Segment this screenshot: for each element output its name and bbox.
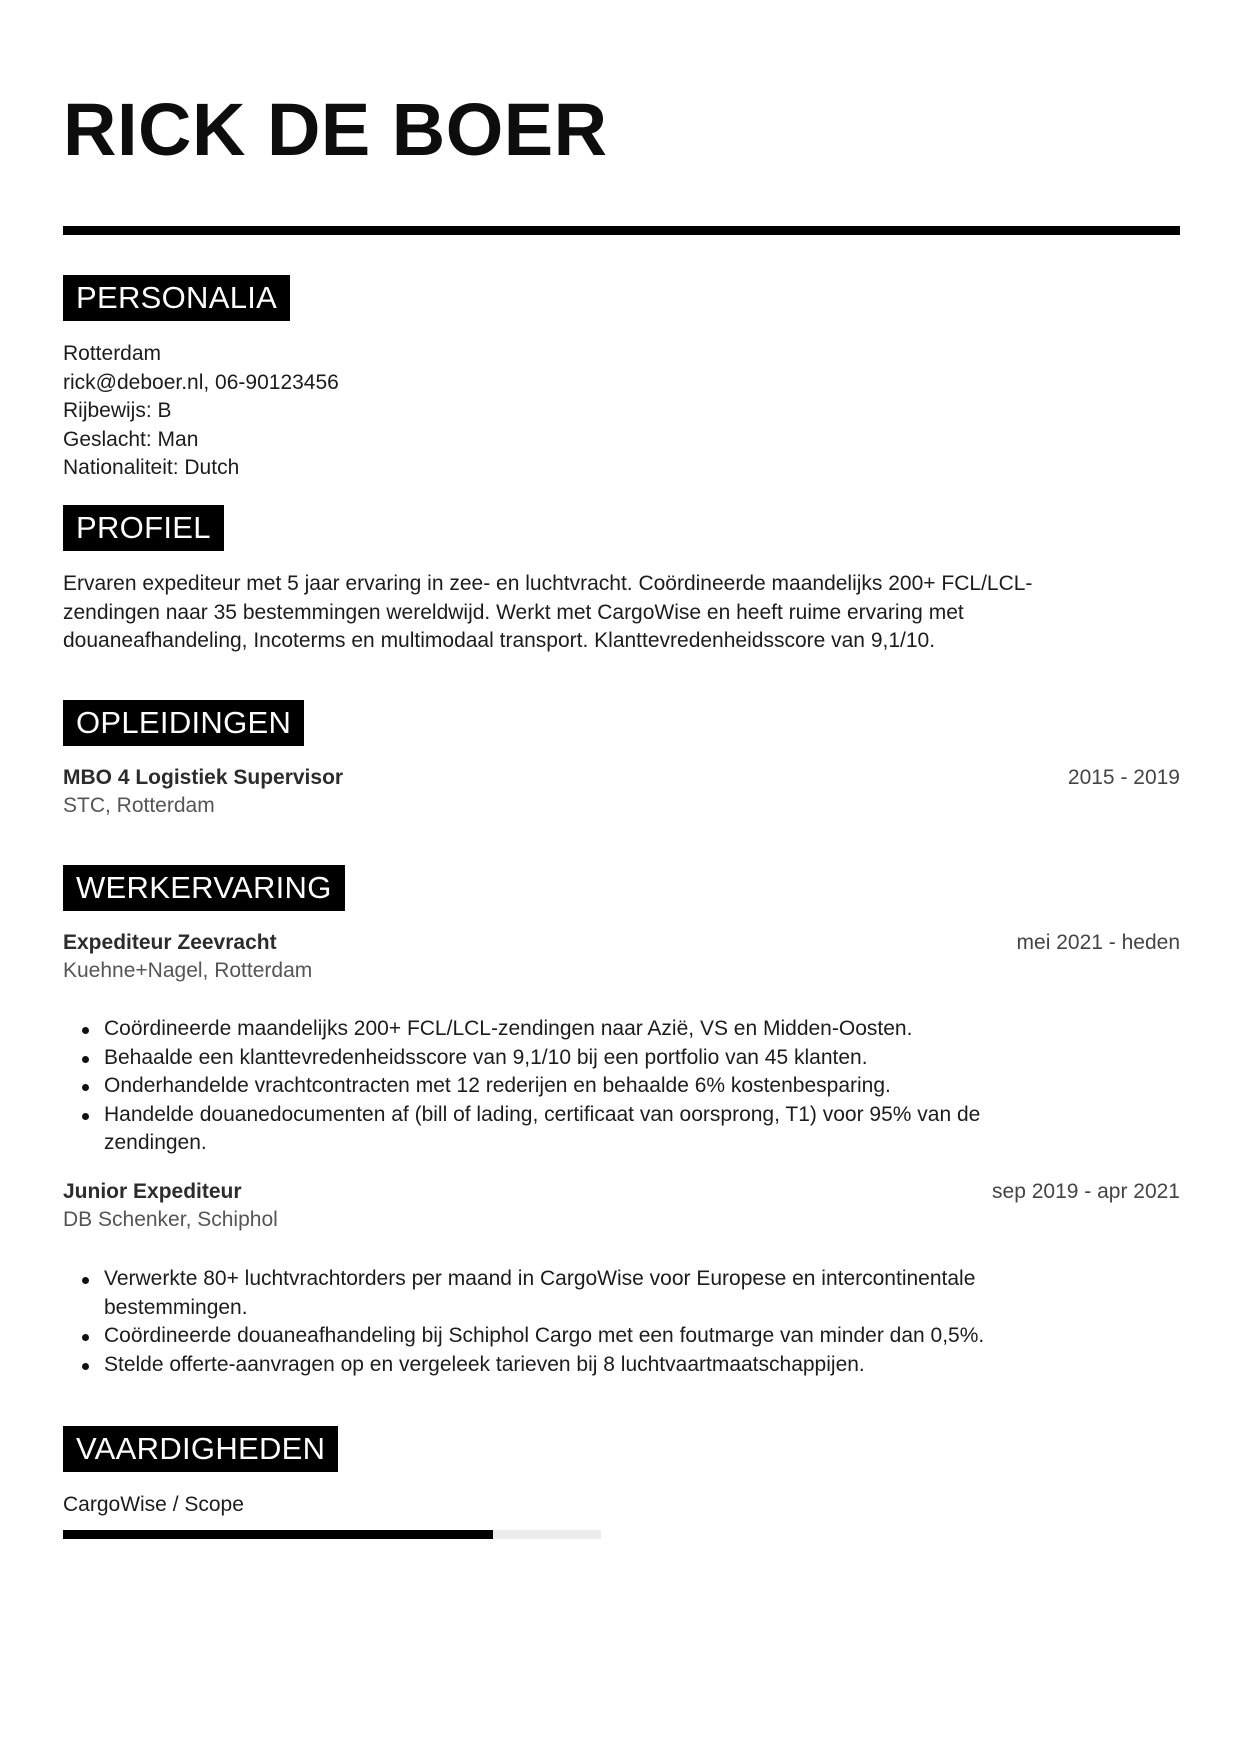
skill-level-bar bbox=[63, 1530, 601, 1539]
job-title: Expediteur Zeevracht bbox=[63, 931, 277, 954]
profile-text bbox=[63, 570, 1180, 656]
candidate-name: RICK DE BOER bbox=[63, 88, 608, 171]
section-title-personalia: PERSONALIA bbox=[63, 275, 290, 321]
education-date: 2015 - 2019 bbox=[1067, 766, 1180, 789]
list-item: Onderhandelde vrachtcontracten met 12 rederijen en behaalde 6% kostenbesparing. bbox=[63, 1072, 1180, 1101]
profile-line: douaneafhandeling, Incoterms en multimodaal transport. Klanttevredenheidsscore van 9,1/10. bbox=[63, 629, 936, 652]
personalia-license: Rijbewijs: B bbox=[63, 399, 172, 422]
job-date: sep 2019 - apr 2021 bbox=[992, 1180, 1180, 1203]
list-item: Behaalde een klanttevredenheidsscore van 9,1/10 bij een portfolio van 45 klanten. bbox=[63, 1044, 1180, 1073]
job-bullet-list bbox=[63, 1265, 1180, 1379]
personalia-details bbox=[63, 340, 1180, 483]
job-bullet-list bbox=[63, 1015, 1180, 1158]
job-date: mei 2021 - heden bbox=[1016, 931, 1180, 954]
personalia-contact: rick@deboer.nl, 06-90123456 bbox=[63, 370, 339, 394]
section-title-vaardigheden: VAARDIGHEDEN bbox=[63, 1426, 338, 1472]
list-item: Handelde douanedocumenten af (bill of lading, certificaat van oorsprong, T1) voor 95% van de zendingen. bbox=[63, 1101, 1180, 1158]
personalia-city: Rotterdam bbox=[63, 342, 162, 365]
education-institution: STC, Rotterdam bbox=[63, 794, 215, 817]
personalia-nationality: Nationaliteit: Dutch bbox=[63, 456, 240, 479]
section-title-werkervaring: WERKERVARING bbox=[63, 865, 345, 911]
list-item: Coördineerde maandelijks 200+ FCL/LCL-zendingen naar Azië, VS en Midden-Oosten. bbox=[63, 1015, 1180, 1044]
list-item: Stelde offerte-aanvragen op en vergeleek tarieven bij 8 luchtvaartmaatschappijen. bbox=[63, 1351, 1180, 1380]
section-title-opleidingen: OPLEIDINGEN bbox=[63, 700, 304, 746]
job-employer: Kuehne+Nagel, Rotterdam bbox=[63, 959, 313, 982]
profile-line: zendingen naar 35 bestemmingen wereldwijd. Werkt met CargoWise en heeft ruime ervaring met bbox=[63, 600, 964, 624]
skill-label: CargoWise / Scope bbox=[63, 1493, 244, 1516]
personalia-gender: Geslacht: Man bbox=[63, 427, 199, 451]
list-item: Verwerkte 80+ luchtvrachtorders per maand in CargoWise voor Europese en intercontinentale bestemmingen. bbox=[63, 1265, 1180, 1322]
education-title: MBO 4 Logistiek Supervisor bbox=[63, 766, 344, 789]
profile-line: Ervaren expediteur met 5 jaar ervaring in zee- en luchtvracht. Coördineerde maandelijks 200+ FCL/LCL- bbox=[63, 572, 1033, 595]
education-entry-header bbox=[63, 764, 1180, 792]
job-entry-header bbox=[63, 929, 1180, 957]
section-title-profiel: PROFIEL bbox=[63, 505, 224, 551]
job-entry-header bbox=[63, 1178, 1180, 1206]
header-divider bbox=[63, 226, 1180, 235]
skill-level-fill bbox=[63, 1530, 493, 1539]
job-employer: DB Schenker, Schiphol bbox=[63, 1208, 278, 1231]
job-title: Junior Expediteur bbox=[63, 1180, 242, 1203]
list-item: Coördineerde douaneafhandeling bij Schiphol Cargo met een foutmarge van minder dan 0,5%. bbox=[63, 1322, 1180, 1351]
